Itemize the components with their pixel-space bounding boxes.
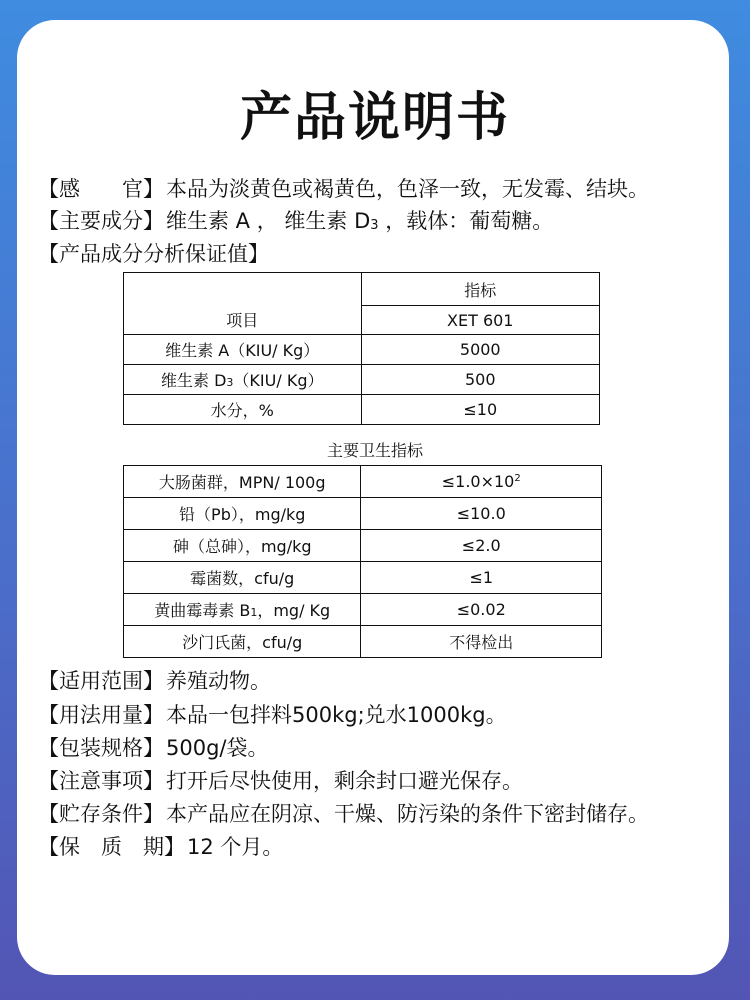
section-label: 【用法用量】 <box>38 703 164 727</box>
precautions-line <box>38 766 523 796</box>
table-cell-value: ≤0.02 <box>361 594 602 626</box>
section-label: 【适用范围】 <box>38 669 164 693</box>
scope-line <box>38 666 271 696</box>
header-index: 指标 <box>361 273 600 306</box>
table-cell-value: 不得检出 <box>361 626 602 658</box>
analysis-line <box>38 239 269 269</box>
table-row <box>124 498 602 530</box>
ingredients-value-a: 维生素 A ， 维生素 D <box>166 209 371 233</box>
header-item: 项目 <box>124 273 362 335</box>
table-row <box>124 335 600 365</box>
table-cell-item: 沙门氏菌，cfu/g <box>124 626 361 658</box>
ingredients-value-b: ，载体：葡萄糖。 <box>378 209 554 233</box>
section-label: 【注意事项】 <box>38 769 164 793</box>
table-cell-item: 维生素 A（KIU/ Kg） <box>124 335 362 365</box>
analysis-label: 【产品成分分析保证值】 <box>38 242 269 266</box>
table-cell-value: ≤1 <box>361 562 602 594</box>
sensory-line <box>38 174 649 204</box>
table-cell-value: ≤10.0 <box>361 498 602 530</box>
usage-line <box>38 700 507 730</box>
ingredients-label: 【主要成分】 <box>38 209 164 233</box>
ingredients-value-subscript: 3 <box>370 218 379 233</box>
table-cell-item: 砷（总砷），mg/kg <box>124 530 361 562</box>
table-row <box>124 365 600 395</box>
table-row <box>124 466 602 498</box>
shelf-life-line <box>38 832 283 862</box>
page-title: 产品说明书 <box>239 88 510 148</box>
section-value: 12 个月。 <box>187 835 284 859</box>
analysis-table <box>123 272 600 425</box>
table-cell-item: 水分，% <box>124 395 362 425</box>
sensory-label: 【感 官】 <box>38 177 164 201</box>
section-label: 【贮存条件】 <box>38 802 164 826</box>
table-cell-value: $\le 1.0\times 10^2$ <box>361 466 602 498</box>
section-value: 养殖动物。 <box>166 669 271 693</box>
table-cell-item: 维生素 D3（KIU/ Kg） <box>124 365 362 395</box>
table-cell-item: 铅（Pb），mg/kg <box>124 498 361 530</box>
hygiene-table-caption: 主要卫生指标 <box>326 441 423 460</box>
hygiene-table <box>123 465 602 658</box>
storage-line <box>38 799 649 829</box>
table-cell-item: 霉菌数，cfu/g <box>124 562 361 594</box>
table-cell-value: ≤2.0 <box>361 530 602 562</box>
section-label: 【包装规格】 <box>38 736 164 760</box>
table-row <box>124 626 602 658</box>
section-value: 打开后尽快使用，剩余封口避光保存。 <box>166 769 523 793</box>
table-row <box>124 562 602 594</box>
packaging-line <box>38 733 269 763</box>
table-row <box>124 530 602 562</box>
section-value: 本产品应在阴凉、干燥、防污染的条件下密封储存。 <box>166 802 649 826</box>
table-cell-item: 黄曲霉毒素 B1，mg/ Kg <box>124 594 361 626</box>
table-row <box>124 395 600 425</box>
table-header-row <box>124 273 600 306</box>
table-cell-value: 500 <box>361 365 600 395</box>
table-cell-value: ≤10 <box>361 395 600 425</box>
table-cell-value: 5000 <box>361 335 600 365</box>
section-label: 【保 质 期】 <box>38 835 185 859</box>
table-cell-item: 大肠菌群，MPN/ 100g <box>124 466 361 498</box>
sensory-value: 本品为淡黄色或褐黄色，色泽一致，无发霉、结块。 <box>166 177 649 201</box>
header-model: XET 601 <box>361 306 600 335</box>
section-value: 本品一包拌料500kg;兑水1000kg。 <box>166 703 507 727</box>
ingredients-line <box>38 206 553 241</box>
section-value: 500g/袋。 <box>166 736 269 760</box>
table-row <box>124 594 602 626</box>
